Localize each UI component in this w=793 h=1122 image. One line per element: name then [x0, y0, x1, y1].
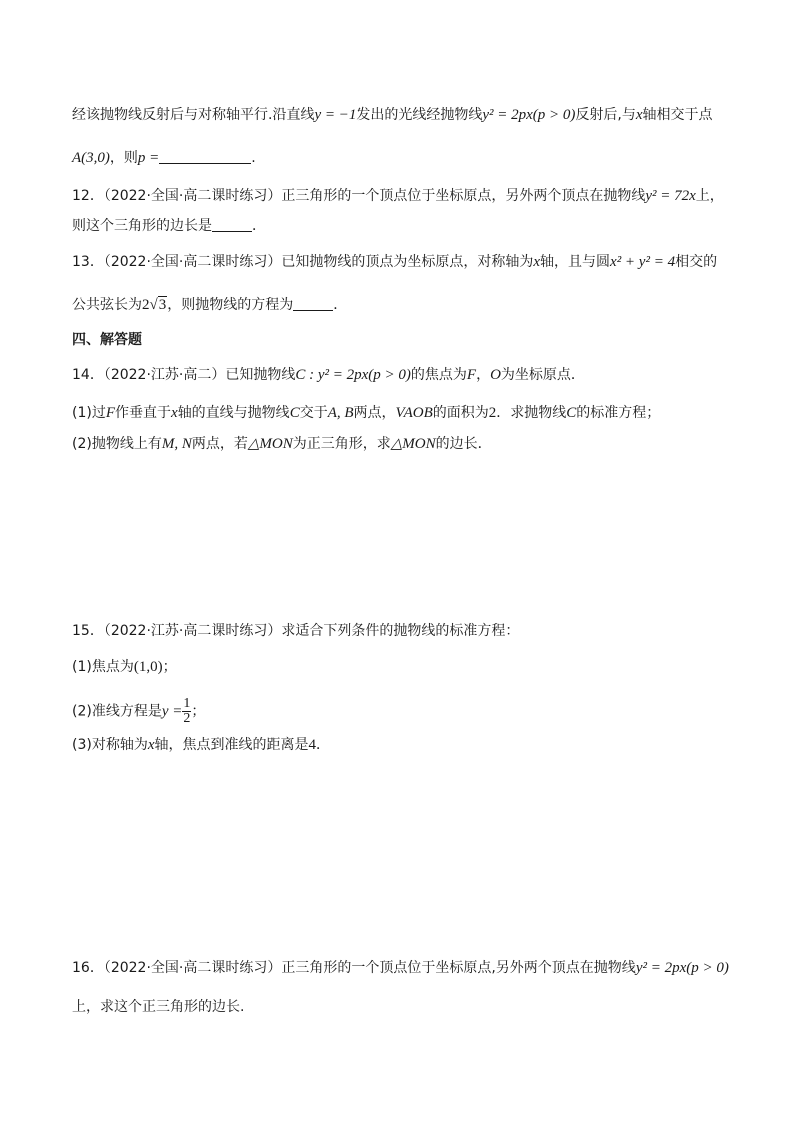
q14-C: C: [289, 405, 300, 421]
q12-line1: [72, 186, 724, 206]
question-number: 12．: [72, 188, 104, 204]
sqrt-coef: 2: [142, 297, 150, 313]
q14-triangle: △MON: [247, 436, 293, 452]
q11-eq-parabola: y² = 2px(p > 0): [482, 107, 576, 123]
question-number: 13．: [72, 254, 104, 270]
q14-text: 的面积为: [432, 405, 489, 421]
q15-line1: [72, 621, 519, 641]
q14-line1: [72, 365, 585, 385]
q15-part1: [72, 657, 177, 677]
q14-text: ，: [476, 367, 491, 383]
q14-text: 为正三角形，求: [292, 436, 391, 452]
question-source: （2022·江苏·高二课时练习）: [103, 623, 282, 639]
q15-text: 求适合下列条件的抛物线的标准方程：: [281, 623, 520, 639]
q11-line1: [72, 105, 713, 125]
q12-text: 上，: [695, 188, 724, 204]
sqrt-radicand: 3: [158, 297, 167, 313]
question-source: （2022·全国·高二课时练习）: [103, 188, 282, 204]
q13-x: x: [533, 254, 541, 270]
q14-part2: [72, 434, 492, 454]
q15-text: (3)对称轴为: [72, 737, 148, 753]
q12-line2: [72, 216, 266, 236]
q16-eq: y² = 2px(p > 0): [635, 960, 729, 976]
q11-text: 发出的光线经抛物线: [356, 107, 483, 123]
q14-text: 交于: [299, 405, 328, 421]
q11-eq-line: y = −1: [314, 107, 357, 123]
q14-x: x: [171, 405, 178, 421]
q13-text: 轴，且与圆: [540, 254, 611, 270]
q15-y: y =: [161, 703, 183, 720]
question-source: （2022·全国·高二课时练习）: [103, 254, 282, 270]
q12-text: ．: [252, 218, 266, 234]
q11-point-a: A(3,0): [72, 150, 110, 166]
question-source: （2022·江苏·高二）: [103, 367, 226, 383]
fraction-numerator: 1: [183, 696, 191, 711]
q12-eq: y² = 72x: [645, 188, 696, 204]
q14-eq: C : y² = 2px(p > 0): [295, 367, 411, 383]
q13-text: ．: [333, 297, 348, 313]
q11-text: 经该抛物线反射后与对称轴平行.沿直线: [72, 107, 315, 123]
question-number: 16．: [72, 960, 104, 976]
q13-text: 已知抛物线的顶点为坐标原点，对称轴为: [281, 254, 534, 270]
question-number: 14．: [72, 367, 104, 383]
q14-O: O: [490, 367, 501, 383]
q16-line2: [72, 997, 244, 1017]
q14-text: 两点，若: [191, 436, 248, 452]
q12-text: 则这个三角形的边长是: [72, 218, 212, 234]
fraction-denominator: 2: [183, 711, 191, 726]
q15-text: (1)焦点为: [72, 659, 134, 675]
answer-blank[interactable]: [159, 149, 251, 164]
q11-text: 轴相交于点: [642, 107, 713, 123]
q11-text: 反射后,与: [575, 107, 636, 123]
q11-line2: [72, 148, 256, 168]
q14-triangle: VAOB: [395, 405, 433, 421]
q14-text: 已知抛物线: [225, 367, 296, 383]
q13-sqrt: 2√3: [142, 297, 167, 313]
q14-MN: M, N: [161, 436, 192, 452]
q15-text: ；: [162, 659, 177, 675]
q14-text: 的焦点为: [410, 367, 467, 383]
q14-AB: A, B: [327, 405, 354, 421]
q14-text: 的边长．: [435, 436, 492, 452]
q13-line2: [72, 295, 347, 315]
q14-text: 的标准方程；: [576, 405, 661, 421]
q14-text: 为坐标原点．: [500, 367, 585, 383]
q14-text: ．求抛物线: [496, 405, 567, 421]
q14-text: (2)抛物线上有: [72, 436, 162, 452]
q13-eq-circle: x² + y² = 4: [610, 254, 676, 270]
q13-line1: [72, 252, 717, 272]
q12-text: 正三角形的一个顶点位于坐标原点，另外两个顶点在抛物线: [281, 188, 646, 204]
q13-text: 公共弦长为: [72, 297, 142, 313]
q15-text: (2)准线方程是: [72, 703, 162, 720]
q14-F: F: [466, 367, 477, 383]
question-number: 15．: [72, 623, 104, 639]
q11-text: ，则: [109, 150, 138, 166]
q15-distance: 4: [308, 737, 317, 753]
q14-area: 2: [488, 405, 497, 421]
q13-text: 相交的: [675, 254, 718, 270]
q14-text: 作垂直于: [115, 405, 172, 421]
q14-text: (1)过: [72, 405, 106, 421]
q15-point: (1,0): [133, 659, 163, 675]
q13-text: ，则抛物线的方程为: [167, 297, 294, 313]
q14-text: 两点，: [353, 405, 396, 421]
q14-part1: [72, 403, 660, 423]
q16-text: 上，求这个正三角形的边长.: [72, 999, 245, 1015]
question-source: （2022·全国·高二课时练习）: [103, 960, 282, 976]
q15-part2: [72, 697, 205, 726]
q11-text: .: [251, 150, 256, 166]
q15-text: ；: [191, 703, 206, 720]
answer-blank[interactable]: [212, 217, 252, 232]
q14-C: C: [566, 405, 577, 421]
q11-p: p =: [137, 150, 160, 166]
section-heading: 四、解答题: [72, 332, 142, 348]
q16-text: 正三角形的一个顶点位于坐标原点,另外两个顶点在抛物线: [281, 960, 636, 976]
q15-part3: [72, 735, 330, 755]
q16-line1: [72, 958, 729, 978]
q15-x: x: [147, 737, 155, 753]
q14-triangle: △MON: [390, 436, 436, 452]
q15-text: 轴，焦点到准线的距离是: [154, 737, 309, 753]
answer-blank[interactable]: [293, 296, 333, 311]
q14-text: 轴的直线与抛物线: [177, 405, 290, 421]
q14-F: F: [105, 405, 116, 421]
q11-x: x: [635, 107, 643, 123]
q15-text: ．: [316, 737, 331, 753]
